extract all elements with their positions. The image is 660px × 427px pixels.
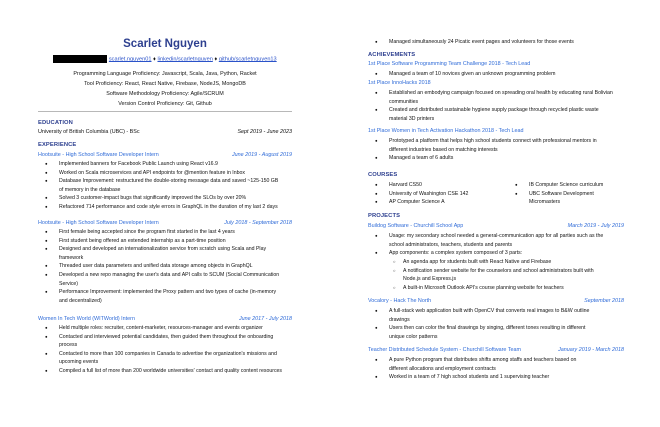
- proficiency-line: Tool Proficiency: React, React Native, Firebase, NodeJS, MongoDB: [84, 81, 246, 87]
- education-row: [38, 129, 292, 135]
- bullet-item: ● Database Improvement: restructured the double-storing message data and saved ~125-150 GB: [38, 177, 292, 186]
- bullet-item: ● Developed a new repo managing the user's data and API calls to SCUM (Social Communication: [38, 271, 292, 280]
- bullet-item: ● Worked on Scala microservices and API endpoints for @mention feature in Inbox: [38, 169, 292, 178]
- project-title: Vocalory - Hack The North: [368, 298, 432, 304]
- project-dates: January 2019 - March 2018: [558, 347, 624, 353]
- achievement-bullets: [368, 89, 624, 123]
- job-title: Hootsuite - High School Software Developer Intern: [38, 220, 159, 226]
- project-title-row: [368, 223, 624, 229]
- proficiency-line: Version Control Proficiency: Git, Github: [118, 101, 212, 107]
- bullet-item: ● Compiled a full list of more than 200 worldwide universities' contact and quality content resources: [38, 367, 292, 376]
- bullet-item: ● Contacted and interviewed potential candidates, then guided them throughout the onboarding: [38, 333, 292, 342]
- bullet-continuation: different allocations and employment contracts: [389, 365, 496, 372]
- bullet-continuation: different industries based on matching interests: [389, 146, 498, 153]
- job-title-row: [38, 152, 292, 158]
- sub-bullet-item: ○ An agenda app for students built with React Native and Firebase: [389, 258, 624, 267]
- job-title-row: [38, 316, 292, 322]
- bullet-item: ● First student being offered an extended internship as a part-time position: [38, 237, 292, 246]
- email-link[interactable]: scarlet.nguyen01: [108, 56, 152, 63]
- bullet-item: ● Managed a team of 10 novices given an unknown programming problem: [368, 70, 624, 79]
- job-title-row: [38, 220, 292, 226]
- school-name: University of British Columbia (UBC) - BSc: [38, 129, 140, 135]
- bullet-item: ● Refactored 714 performance and code style errors in GraphQL in the duration of my last 2 days: [38, 203, 292, 212]
- proficiency-line: Programming Language Proficiency: Javascript, Scala, Java, Python, Racket: [73, 71, 257, 77]
- job-bullets: [38, 160, 292, 212]
- job-title: Women In Tech World (WITWorld) Intern: [38, 316, 135, 322]
- job-title: Hootsuite - High School Software Developer Intern: [38, 152, 159, 158]
- achievements-heading: ACHIEVEMENTS: [368, 52, 416, 58]
- project-dates: March 2019 - July 2019: [567, 223, 624, 229]
- bullet-continuation: communities: [389, 98, 419, 105]
- project-sub-bullets: [389, 258, 624, 292]
- bullet-item: ● Worked in a team of 7 high school students and 1 supervising teacher: [368, 373, 624, 382]
- github-link[interactable]: github/scarletnguyen13: [218, 56, 277, 63]
- sub-bullet-item: ○ A built-in Microsoft Outlook API's course planning website for teachers: [389, 284, 624, 293]
- project-title: Buildog Software - Churchill School App: [368, 223, 464, 229]
- bullet-item: ● Designed and developed an internationalization service from scratch using Scala and Play: [38, 245, 292, 254]
- course-item: ● Harvard CS50: [368, 181, 508, 190]
- separator-icon: ♦: [214, 56, 218, 63]
- education-dates: Sept 2019 - June 2023: [237, 129, 292, 135]
- achievement-bullets: [368, 70, 624, 79]
- bullet-item: ● Established an embodying campaign focused on spreading oral health by educating rural Bolivian: [368, 89, 624, 98]
- achievement-title: 1st Place Software Programming Team Challenge 2018 - Tech Lead: [368, 61, 531, 67]
- linkedin-link[interactable]: linkedin/scarletnguyen: [157, 56, 213, 63]
- job-dates: June 2019 - August 2019: [231, 152, 292, 158]
- bullet-item: ● Contacted to more than 100 companies in Canada to advertise the organization's missions and: [38, 350, 292, 359]
- courses-heading: COURSES: [368, 172, 398, 178]
- bullet-continuation: Micromasters: [529, 199, 561, 206]
- job-bullets: [38, 228, 292, 305]
- course-item: ● AP Computer Science A: [368, 198, 508, 207]
- continued-bullets: [368, 38, 624, 47]
- bullet-continuation: of memory in the database: [59, 186, 121, 193]
- divider: [38, 111, 292, 112]
- courses-list: [368, 181, 624, 208]
- bullet-item: ● Implemented banners for Facebook Public Launch using React v16.9: [38, 160, 292, 169]
- bullet-continuation: Node.js and Express.js: [403, 276, 457, 283]
- bullet-item: ● Held multiple roles: recruiter, content-marketer, resources-manager and events organizer: [38, 324, 292, 333]
- bullet-continuation: material 3D printers: [389, 115, 435, 122]
- bullet-continuation: drawings: [389, 316, 410, 323]
- job-dates: June 2017 - July 2018: [238, 316, 292, 322]
- project-bullets: [368, 232, 624, 258]
- bullet-item: ● Created and distributed sustainable hygiene supply package through recycled plastic waste: [368, 106, 624, 115]
- achievement-title: 1st Place Women in Tech Activation Hackathon 2018 - Tech Lead: [368, 128, 524, 134]
- bullet-item: ● Solved 3 customer-impact bugs that significantly improved the SLOs by over 20%: [38, 194, 292, 203]
- bullet-continuation: process: [59, 342, 78, 349]
- contact-line: [38, 55, 292, 63]
- bullet-continuation: Service): [59, 280, 79, 287]
- project-bullets: [368, 356, 624, 382]
- separator-icon: ♦: [153, 56, 156, 63]
- project-bullets: [368, 307, 624, 341]
- project-title-row: [368, 347, 624, 353]
- redacted-block: [53, 55, 107, 63]
- bullet-item: ● App components: a complex system composed of 3 parts:: [368, 249, 624, 258]
- course-item: ● University of Washington CSE 142: [368, 190, 508, 199]
- bullet-item: ● Performance Improvement: implemented the Proxy pattern and two types of cache (in-memory: [38, 288, 292, 297]
- project-title: Teacher Distributed Schedule System - Churchill Software Team: [368, 347, 521, 353]
- candidate-name: Scarlet Nguyen: [123, 38, 207, 50]
- experience-heading: EXPERIENCE: [38, 142, 77, 148]
- bullet-item: ● Prototyped a platform that helps high school students connect with professional mentors in: [368, 137, 624, 146]
- job-bullets: [38, 324, 292, 376]
- job-dates: July 2018 - September 2018: [224, 220, 292, 226]
- bullet-item: ● A full-stack web application built with OpenCV that converts real images to B&W outline: [368, 307, 624, 316]
- bullet-continuation: unique color patterns: [389, 333, 438, 340]
- project-dates: September 2018: [584, 298, 624, 304]
- bullet-item: ● Threaded user data parameters and unified data storage among objects in GraphQL: [38, 262, 292, 271]
- course-item: ● UBC Software Development: [508, 190, 624, 199]
- achievement-title: 1st Place InnoHacks 2018: [368, 80, 431, 86]
- bullet-item: ● A pure Python program that distributes shifts among staffs and teachers based on: [368, 356, 624, 365]
- bullet-continuation: upcoming events: [59, 359, 99, 366]
- courses-right: [508, 181, 624, 207]
- projects-heading: PROJECTS: [368, 213, 401, 219]
- bullet-continuation: school administrators, teachers, students and parents: [389, 241, 513, 248]
- bullet-item: ● Users then can color the final drawings by singing, different tones resulting in different: [368, 324, 624, 333]
- courses-left: [368, 181, 508, 207]
- bullet-item: ● First female being accepted since the program first started in the last 4 years: [38, 228, 292, 237]
- bullet-item: ● Managed simultaneously 24 Picatic event pages and volunteers for those events: [368, 38, 624, 47]
- achievement-bullets: [368, 137, 624, 163]
- project-title-row: [368, 298, 624, 304]
- course-item: ● IB Computer Science curriculum: [508, 181, 624, 190]
- bullet-continuation: framework: [59, 254, 84, 261]
- proficiency-line: Software Methodology Proficiency: Agile/SCRUM: [106, 91, 224, 97]
- bullet-item: ● Usage: my secondary school needed a general-communication app for all parties such as the: [368, 232, 624, 241]
- education-heading: EDUCATION: [38, 120, 73, 126]
- bullet-continuation: and decentralized): [59, 297, 102, 304]
- sub-bullet-item: ○ A notification sender website for the counselors and school administrators built with: [389, 267, 624, 276]
- bullet-item: ● Managed a team of 6 adults: [368, 154, 624, 163]
